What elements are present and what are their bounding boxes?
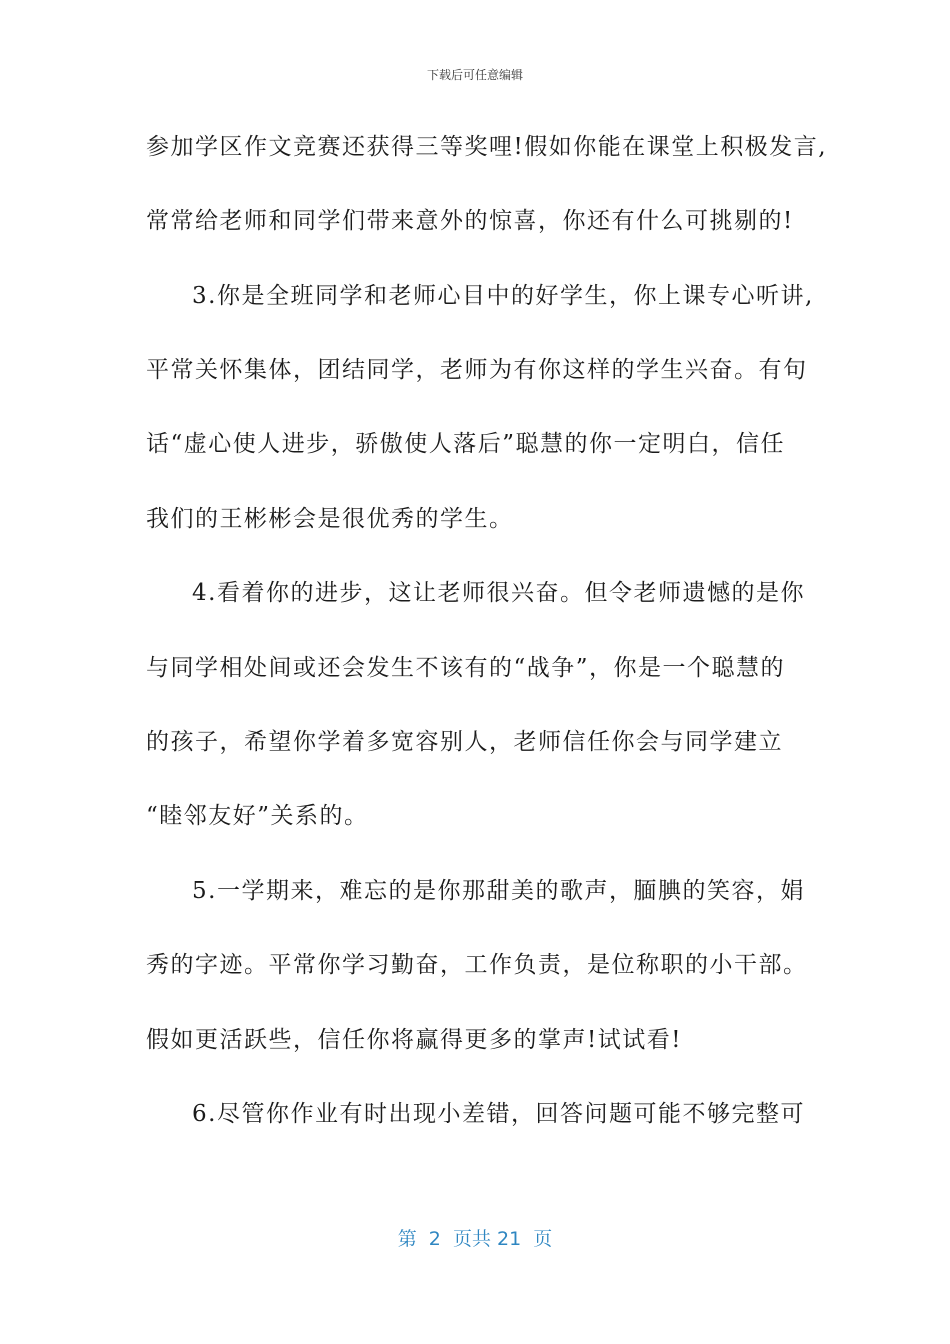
text-line: 话“虚心使人进步，骄傲使人落后”聪慧的你一定明白，信任 (146, 431, 786, 457)
text-line: 我们的王彬彬会是很优秀的学生。 (146, 506, 514, 532)
paragraph-start-line: 3.你是全班同学和老师心目中的好学生，你上课专心听讲, (192, 283, 814, 309)
paragraph-start-line: 6.尽管你作业有时出现小差错，回答问题可能不够完整可 (192, 1101, 805, 1127)
text-line: 的孩子，希望你学着多宽容别人，老师信任你会与同学建立 (146, 729, 783, 755)
text-line: 秀的字迹。平常你学习勤奋，工作负责，是位称职的小干部。 (146, 952, 808, 978)
paragraph-start-line: 4.看着你的进步，这让老师很兴奋。但令老师遗憾的是你 (192, 580, 805, 606)
paragraph-start-line: 5.一学期来，难忘的是你那甜美的歌声，腼腆的笑容，娟 (192, 878, 805, 904)
page-number: 第 2 页共 21 页 (397, 1228, 553, 1250)
text-line: 与同学相处间或还会发生不该有的“战争”，你是一个聪慧的 (146, 655, 786, 681)
text-line: “睦邻友好”关系的。 (146, 803, 369, 829)
text-line: 平常关怀集体，团结同学，老师为有你这样的学生兴奋。有句 (146, 357, 808, 383)
text-line: 参加学区作文竞赛还获得三等奖哩!假如你能在课堂上积极发言, (146, 134, 828, 160)
text-line: 常常给老师和同学们带来意外的惊喜，你还有什么可挑剔的! (146, 208, 794, 234)
header-note: 下载后可任意编辑 (426, 68, 523, 82)
text-line: 假如更活跃些，信任你将赢得更多的掌声!试试看! (146, 1027, 682, 1053)
